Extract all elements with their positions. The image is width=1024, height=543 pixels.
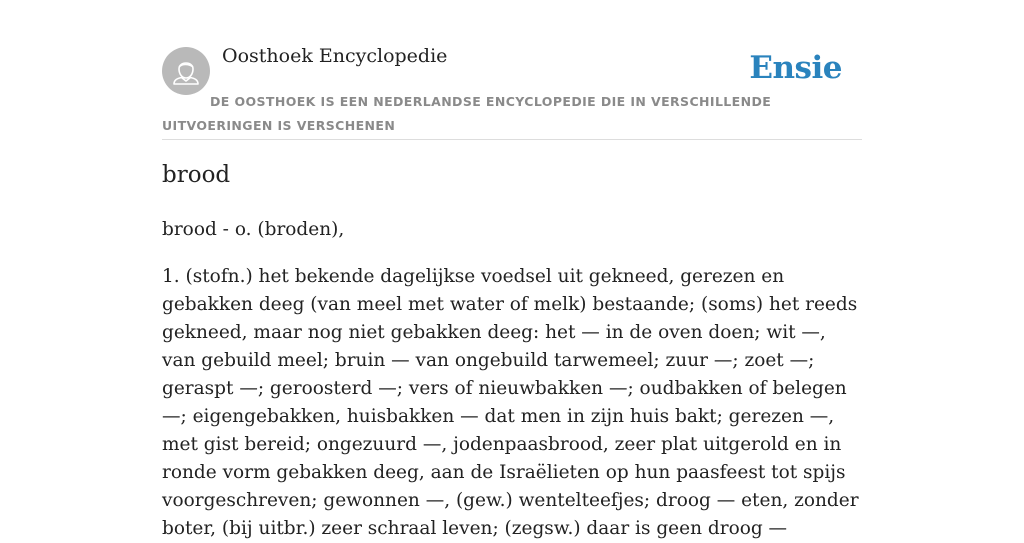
user-icon xyxy=(162,47,210,95)
source-subtitle: DE OOSTHOEK IS EEN NEDERLANDSE ENCYCLOPEDIE DIE IN VERSCHILLENDE UITVOERINGEN IS VERSCHENEN xyxy=(162,94,772,133)
entry-headword: brood - o. (broden), xyxy=(162,219,345,240)
entry-definition: 1. (stofn.) het bekende dagelijkse voedsel uit gekneed, gerezen en gebakken deeg (van meel met water of melk) bestaande; (soms) het reeds gekneed, maar nog niet gebakken deeg: het — in de oven doen; wit —, van gebuild meel; bruin — van ongebuild tarwemeel; zuur —; zoet —; geraspt —; geroosterd —; vers of nieuwbakken —; oudbakken of belegen —; eigengebakken, huisbakken — dat men in zijn huis bakt; gerezen —, met gist bereid; ongezuurd —, jodenpaasbrood, zeer plat uitgerold en in ronde vorm gebakken deeg, aan de Israëlieten op hun paasfeest tot spijs voorgeschreven; gewonnen —, (gew.) wentelteefjes; droog — eten, zonder boter, (bij uitbr.) zeer schraal leven; (zegsw.) daar is geen droog — xyxy=(162,266,859,539)
page xyxy=(162,0,862,539)
page-title: brood xyxy=(162,162,231,188)
source-avatar[interactable] xyxy=(162,47,210,95)
source-header xyxy=(162,0,862,140)
ensie-logo-link[interactable]: Ensie xyxy=(749,50,842,86)
source-name[interactable]: Oosthoek Encyclopedie xyxy=(222,45,448,67)
